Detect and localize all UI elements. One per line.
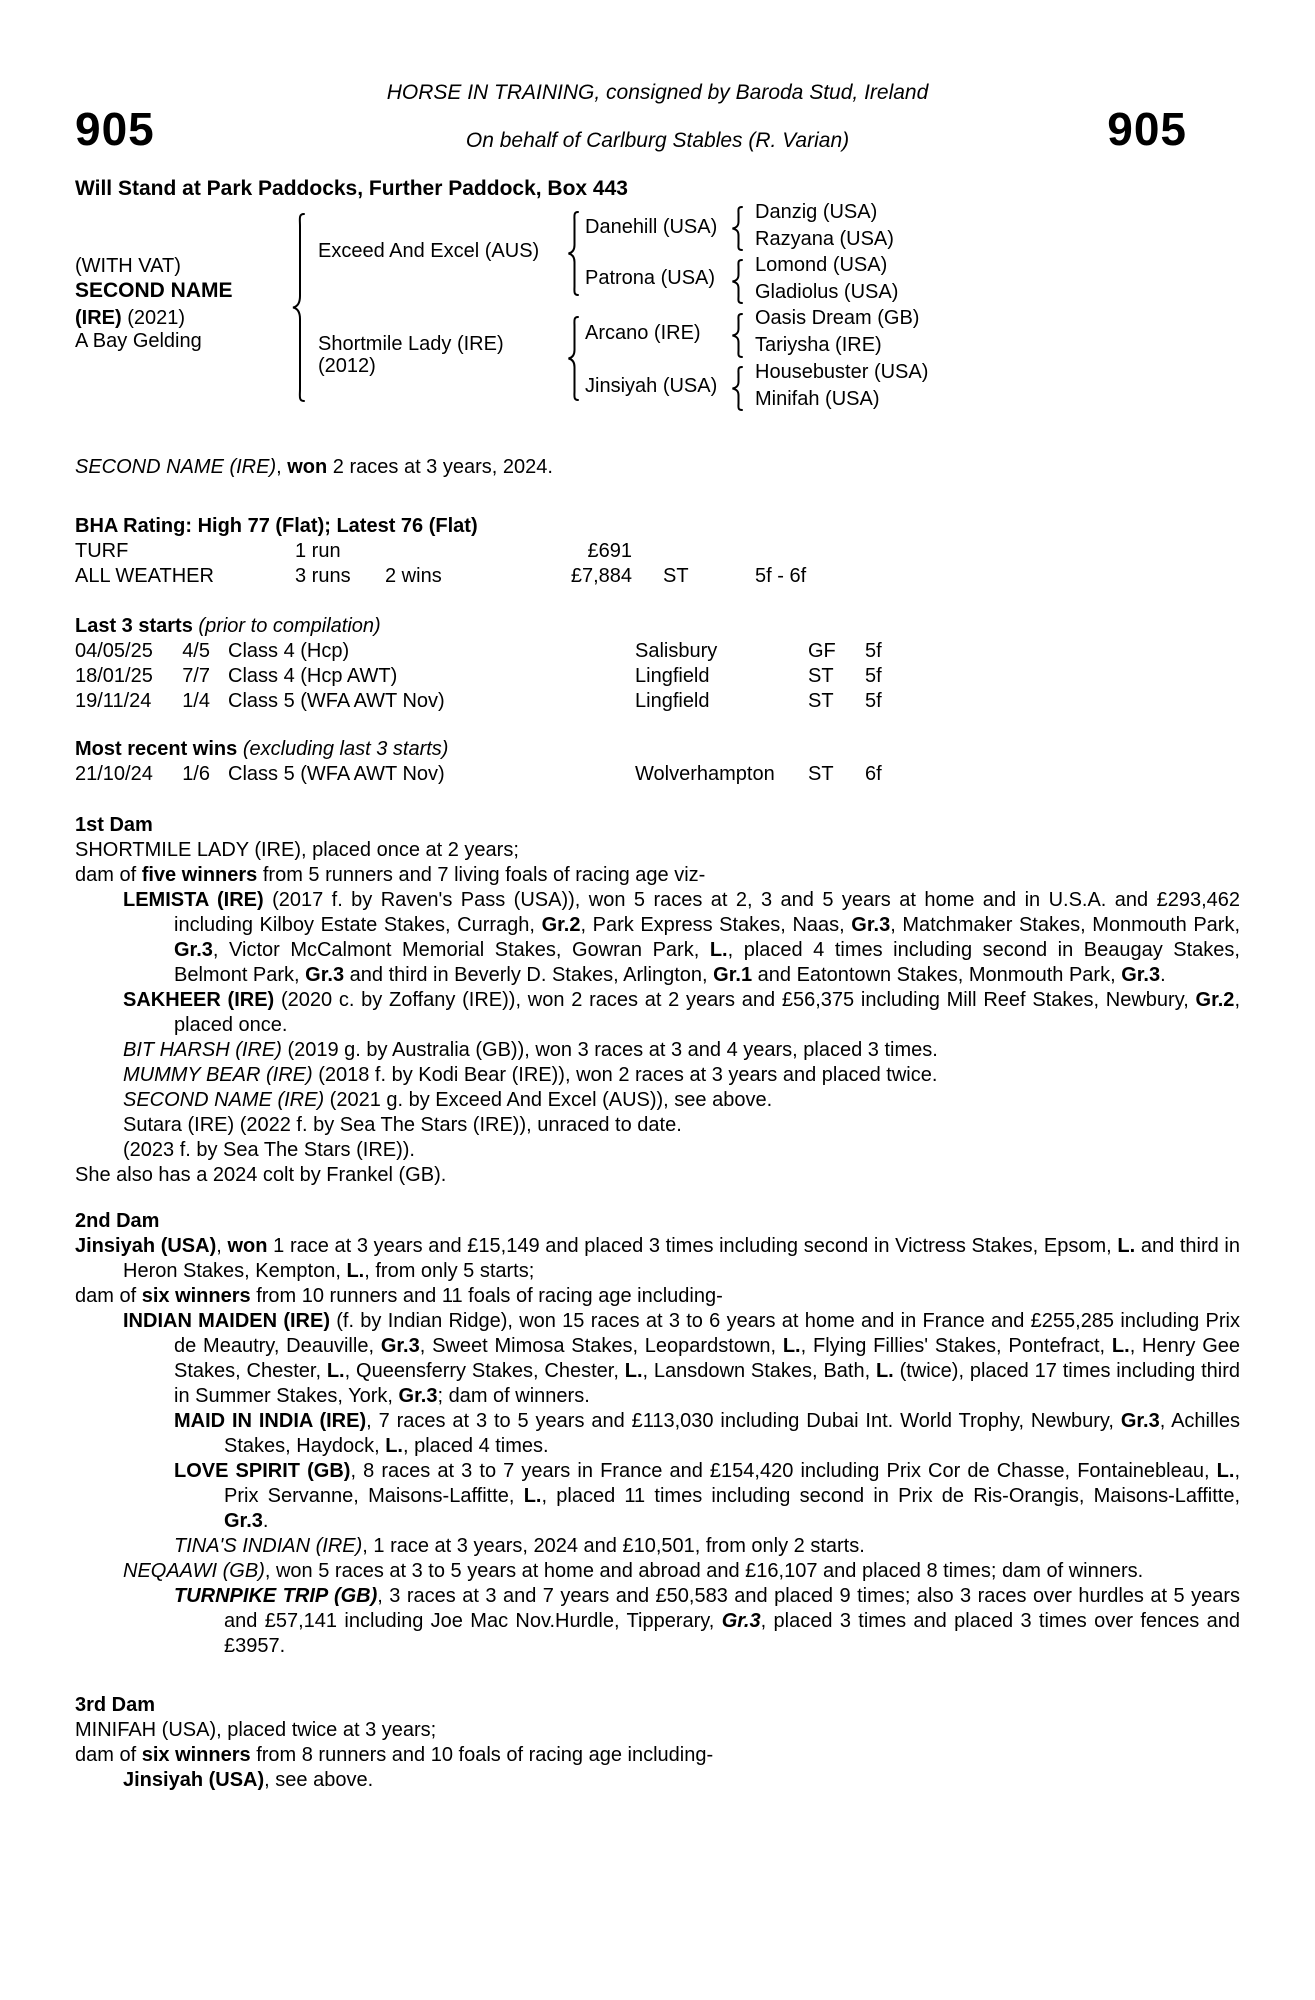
dam-record-line: Jinsiyah (USA), won 1 race at 3 years and £15,149 and placed 3 times including second in Victress Stakes, Epsom, L. and third in Heron Stakes, Kempton, L., from only 5 starts; (75, 1235, 1240, 1282)
ggp-name: Razyana (USA) (755, 228, 894, 250)
sire-dam-name: Patrona (USA) (585, 267, 716, 289)
dam-produce-line: dam of six winners from 8 runners and 10 foals of racing age including- (75, 1744, 714, 1766)
sire-name: Exceed And Excel (AUS) (318, 240, 540, 262)
pedigree-brace (563, 315, 583, 402)
race-going: ST (808, 763, 834, 785)
progeny-entry: BIT HARSH (IRE) (2019 g. by Australia (GB)), won 3 races at 3 and 4 years, placed 3 times. (123, 1039, 938, 1061)
stats-row-turf (75, 539, 1240, 564)
horse-suffix-year: (IRE) (2021) (75, 307, 186, 329)
sire-sire-name: Danehill (USA) (585, 216, 718, 238)
progeny-entry: TURNPIKE TRIP (GB), 3 races at 3 and 7 years and £50,583 and placed 9 times; also 3 races over hurdles at 5 years and £57,141 including Joe Mac Nov.Hurdle, Tipperary, Gr.3, placed 3 times and placed 3 times over fences and £3957. (174, 1585, 1240, 1657)
pedigree-brace (563, 210, 583, 297)
race-course: Lingfield (635, 690, 710, 712)
lot-number-left: 905 (75, 103, 155, 155)
pedigree-brace (727, 205, 745, 252)
last-starts-note: (prior to compilation) (198, 615, 381, 637)
ggp-name: Tariysha (IRE) (755, 334, 882, 356)
progeny-entry: Jinsiyah (USA), see above. (123, 1769, 374, 1791)
race-date: 21/10/24 (75, 763, 153, 785)
runs-value: 1 run (295, 540, 341, 562)
sale-consignor-line: HORSE IN TRAINING, consigned by Baroda Stud, Ireland (386, 81, 929, 104)
third-dam-heading: 3rd Dam (75, 1694, 156, 1716)
form-row (75, 762, 1240, 787)
going-value: ST (663, 565, 689, 587)
race-class: Class 5 (WFA AWT Nov) (228, 690, 445, 712)
finish-position: 4/5 (182, 640, 210, 662)
dam-year: (2012) (318, 355, 376, 377)
race-going: GF (808, 640, 836, 662)
ggp-name: Minifah (USA) (755, 388, 880, 410)
race-course: Salisbury (635, 640, 718, 662)
finish-position: 1/6 (182, 763, 210, 785)
progeny-entry: (2023 f. by Sea The Stars (IRE)). (123, 1139, 415, 1161)
last-starts-title: Last 3 starts (75, 615, 193, 637)
page-body (75, 455, 1240, 1793)
race-going: ST (808, 690, 834, 712)
race-distance: 5f (865, 690, 882, 712)
runs-value: 3 runs (295, 565, 351, 587)
race-class: Class 4 (Hcp) (228, 640, 350, 662)
first-dam-heading: 1st Dam (75, 814, 153, 836)
finish-position: 1/4 (182, 690, 210, 712)
dam-record-line: MINIFAH (USA), placed twice at 3 years; (75, 1719, 437, 1741)
race-distance: 6f (865, 763, 882, 785)
earnings-value: £691 (587, 540, 632, 562)
pedigree-brace (727, 365, 745, 412)
race-date: 19/11/24 (75, 690, 152, 712)
race-distance: 5f (865, 640, 882, 662)
distance-value: 5f - 6f (755, 565, 807, 587)
vat-note: (WITH VAT) (75, 255, 181, 277)
surface-label: TURF (75, 540, 129, 562)
finish-position: 7/7 (182, 665, 210, 687)
stats-row-all-weather (75, 564, 1240, 589)
bha-rating-heading: BHA Rating: High 77 (Flat); Latest 76 (Flat) (75, 515, 478, 537)
progeny-entry: MUMMY BEAR (IRE) (2018 f. by Kodi Bear (IRE)), won 2 races at 3 years and placed twice. (123, 1064, 938, 1086)
dam-name: Shortmile Lady (IRE) (318, 333, 504, 355)
surface-label: ALL WEATHER (75, 565, 214, 587)
form-row (75, 639, 1240, 664)
wins-value: 2 wins (385, 565, 442, 587)
ggp-name: Gladiolus (USA) (755, 281, 899, 303)
last-starts-heading (75, 614, 1240, 639)
race-distance: 5f (865, 665, 882, 687)
ggp-name: Oasis Dream (GB) (755, 307, 920, 329)
form-row (75, 664, 1240, 689)
dam-sire-name: Arcano (IRE) (585, 322, 701, 344)
dam-extra-line: She also has a 2024 colt by Frankel (GB). (75, 1164, 447, 1186)
progeny-entry: INDIAN MAIDEN (IRE) (f. by Indian Ridge), won 15 races at 3 to 6 years at home and in France and £255,285 including Prix de Meautry, Deauville, Gr.3, Sweet Mimosa Stakes, Leopardstown, L., Flying Fillies' Stakes, Pontefract, L., Henry Gee Stakes, Chester, L., Queensferry Stakes, Chester, L., Lansdown Stakes, Bath, L. (twice), placed 17 times including third in Summer Stakes, York, Gr.3; dam of winners. (123, 1310, 1241, 1407)
lot-number-right: 905 (1107, 103, 1187, 155)
horse-name: SECOND NAME (75, 279, 233, 302)
progeny-entry: NEQAAWI (GB), won 5 races at 3 to 5 years at home and abroad and £16,107 and placed 8 times; dam of winners. (123, 1560, 1144, 1582)
going-value (663, 539, 755, 564)
progeny-entry: MAID IN INDIA (IRE), 7 races at 3 to 5 years and £113,030 including Dubai Int. World Trophy, Newbury, Gr.3, Achilles Stakes, Haydock, L., placed 4 times. (174, 1410, 1240, 1457)
second-dam-heading: 2nd Dam (75, 1210, 160, 1232)
progeny-entry: LOVE SPIRIT (GB), 8 races at 3 to 7 years in France and £154,420 including Prix Cor de Chasse, Fontainebleau, L., Prix Servanne, Maisons-Laffitte, L., placed 11 times including second in Prix de Ris-Orangis, Maisons-Laffitte, Gr.3. (174, 1460, 1241, 1532)
race-date: 04/05/25 (75, 640, 153, 662)
form-row (75, 689, 1240, 714)
progeny-entry: TINA'S INDIAN (IRE), 1 race at 3 years, 2024 and £10,501, from only 2 starts. (174, 1535, 865, 1557)
horse-description: A Bay Gelding (75, 330, 202, 352)
progeny-entry: LEMISTA (IRE) (2017 f. by Raven's Pass (USA)), won 5 races at 2, 3 and 5 years at home and in U.S.A. and £293,462 including Kilboy Estate Stakes, Curragh, Gr.2, Park Express Stakes, Naas, Gr.3, Matchmaker Stakes, Monmouth Park, Gr.3, Victor McCalmont Memorial Stakes, Gowran Park, L., placed 4 times including second in Beaugay Stakes, Belmont Park, Gr.3 and third in Beverly D. Stakes, Arlington, Gr.1 and Eatontown Stakes, Monmouth Park, Gr.3. (123, 889, 1240, 986)
dam-produce-line: dam of six winners from 10 runners and 11 foals of racing age including- (75, 1285, 723, 1307)
race-summary: SECOND NAME (IRE), won 2 races at 3 years, 2024. (75, 456, 553, 478)
race-course: Lingfield (635, 665, 710, 687)
recent-wins-title: Most recent wins (75, 738, 238, 760)
race-date: 18/01/25 (75, 665, 153, 687)
pedigree-tree (75, 200, 1240, 418)
race-going: ST (808, 665, 834, 687)
dam-record-line: SHORTMILE LADY (IRE), placed once at 2 years; (75, 839, 519, 861)
pedigree-brace (727, 312, 745, 359)
progeny-entry: SAKHEER (IRE) (2020 c. by Zoffany (IRE)), won 2 races at 2 years and £56,375 including Mill Reef Stakes, Newbury, Gr.2, placed once. (123, 989, 1240, 1036)
dam-dam-name: Jinsiyah (USA) (585, 375, 718, 397)
ggp-name: Lomond (USA) (755, 254, 888, 276)
pedigree-brace (727, 258, 745, 305)
ggp-name: Housebuster (USA) (755, 361, 929, 383)
wins-value (385, 539, 475, 564)
distance-value (755, 539, 1240, 564)
on-behalf-line: On behalf of Carlburg Stables (R. Varian) (465, 129, 850, 152)
progeny-entry: SECOND NAME (IRE) (2021 g. by Exceed And Excel (AUS)), see above. (123, 1089, 773, 1111)
dam-produce-line: dam of five winners from 5 runners and 7 living foals of racing age viz- (75, 864, 706, 886)
race-course: Wolverhampton (635, 763, 775, 785)
pedigree-brace (288, 212, 310, 403)
ggp-name: Danzig (USA) (755, 201, 878, 223)
earnings-value: £7,884 (570, 565, 632, 587)
stand-location-line: Will Stand at Park Paddocks, Further Paddock, Box 443 (75, 177, 628, 200)
progeny-entry: Sutara (IRE) (2022 f. by Sea The Stars (IRE)), unraced to date. (123, 1114, 682, 1136)
race-class: Class 4 (Hcp AWT) (228, 665, 398, 687)
recent-wins-heading (75, 737, 1240, 762)
recent-wins-note: (excluding last 3 starts) (242, 738, 449, 760)
race-class: Class 5 (WFA AWT Nov) (228, 763, 445, 785)
